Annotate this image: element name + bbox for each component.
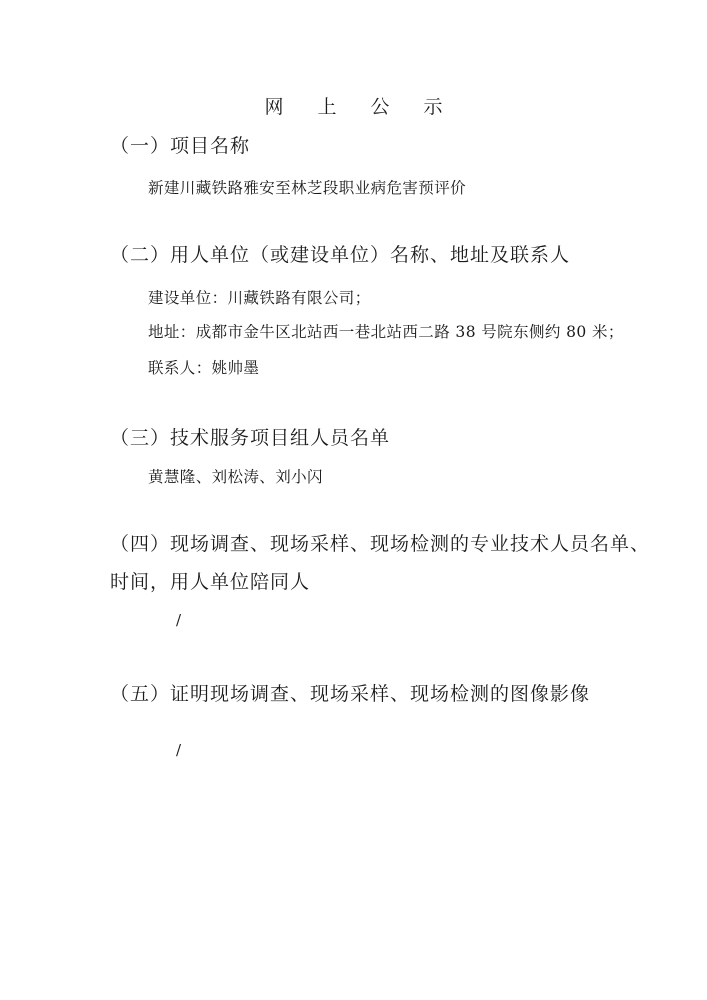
section-3-heading: （三）技术服务项目组人员名单 <box>110 427 391 449</box>
section-4-empty-marker: / <box>176 611 182 629</box>
construction-unit: 建设单位：川藏铁路有限公司； <box>148 289 371 307</box>
team-members: 黄慧隆、刘松涛、刘小闪 <box>148 468 323 486</box>
address: 地址：成都市金牛区北站西一巷北站西二路 38 号院东侧约 80 米； <box>148 323 624 341</box>
page-title: 网 上 公 示 <box>264 96 457 118</box>
section-5-empty-marker: / <box>176 741 182 759</box>
section-2-heading: （二）用人单位（或建设单位）名称、地址及联系人 <box>110 244 571 266</box>
section-1-heading: （一）项目名称 <box>110 135 251 157</box>
project-name: 新建川藏铁路雅安至林芝段职业病危害预评价 <box>148 179 467 197</box>
section-4-heading-line-2: 时间，用人单位陪同人 <box>110 571 311 593</box>
contact-person: 联系人：姚帅墨 <box>148 359 260 377</box>
section-4-heading-line-1: （四）现场调查、现场采样、现场检测的专业技术人员名单、 <box>110 533 651 555</box>
section-5-heading: （五）证明现场调查、现场采样、现场检测的图像影像 <box>110 683 591 705</box>
